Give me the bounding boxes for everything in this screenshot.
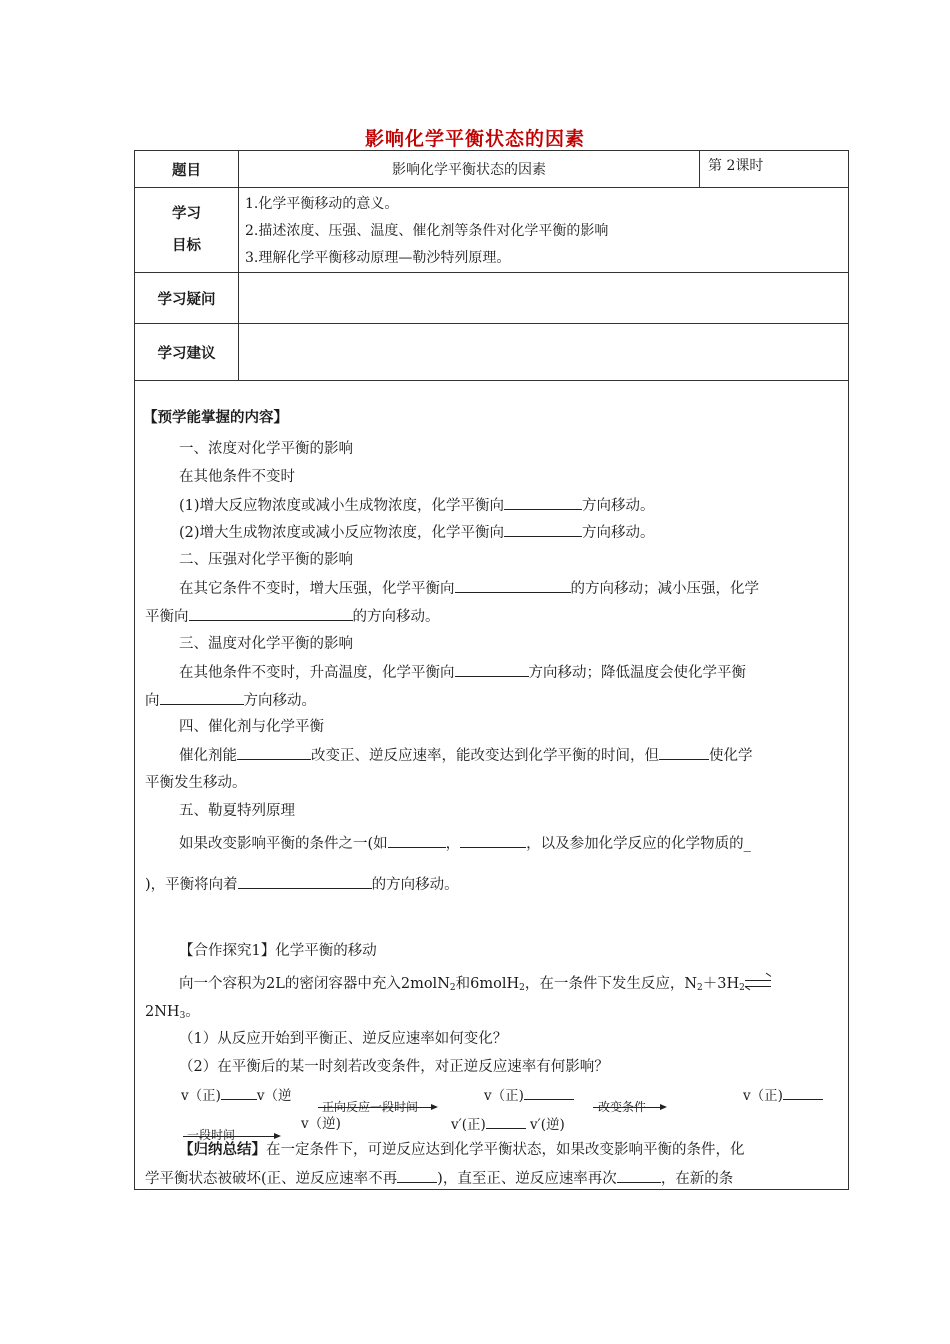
- text: 的方向移动。: [371, 877, 459, 893]
- v-forward-2-label: v′(正): [451, 1117, 486, 1133]
- section-1-title: 一、浓度对化学平衡的影响: [179, 441, 353, 457]
- section-1-line-2: [179, 522, 655, 543]
- section-1-condition: 在其他条件不变时: [179, 469, 295, 485]
- arrow-label-3: 一段时间: [187, 1128, 236, 1142]
- subscript: 2: [739, 983, 745, 993]
- section-5-line-2: [145, 874, 459, 895]
- section-3-title: 三、温度对化学平衡的影响: [179, 636, 353, 652]
- fill-blank[interactable]: [189, 606, 353, 621]
- text: 2NH: [145, 1004, 180, 1020]
- v-forward-label: v（正): [743, 1088, 783, 1104]
- coop-heading: 【合作探究1】化学平衡的移动: [179, 943, 377, 959]
- questions-field[interactable]: [239, 273, 849, 324]
- fill-blank[interactable]: [160, 690, 244, 705]
- goal-item: 1.化学平衡移动的意义。: [245, 196, 399, 212]
- subscript: 2: [449, 983, 456, 993]
- fill-blank[interactable]: [659, 745, 709, 760]
- text: 平衡向: [145, 609, 189, 625]
- goals-label: [135, 188, 239, 273]
- text: 向一个容积为2L的密闭容器中充入2molN: [179, 976, 450, 992]
- text: 的方向移动；减小压强，化学: [570, 581, 759, 597]
- text: ，在新的条: [660, 1171, 734, 1187]
- fill-blank[interactable]: [486, 1114, 526, 1129]
- arrow-label-2: 改变条件: [598, 1100, 647, 1114]
- text: )，直至正、逆反应速率再次: [437, 1171, 617, 1187]
- text: 方向移动。: [243, 693, 316, 709]
- v-reverse-2-label: v′(逆): [530, 1117, 565, 1133]
- text: 在其他条件不变时，升高温度，化学平衡向: [179, 665, 455, 681]
- section-2-line-2: [145, 606, 440, 627]
- fill-blank[interactable]: [504, 495, 582, 510]
- subscript: 3: [179, 1011, 186, 1021]
- fill-blank[interactable]: [460, 833, 526, 848]
- rate-diagram-right: [743, 1085, 823, 1106]
- section-4-line-1: [179, 745, 753, 766]
- subscript: 2: [697, 983, 703, 993]
- fill-blank[interactable]: [617, 1168, 661, 1183]
- lesson-number: 第 2课时: [700, 151, 849, 188]
- topic-value: 影响化学平衡状态的因素: [239, 151, 700, 188]
- section-4-title: 四、催化剂与化学平衡: [179, 719, 324, 735]
- fill-blank[interactable]: [397, 1168, 437, 1183]
- fill-blank[interactable]: [388, 833, 446, 848]
- coop-line-1: [179, 974, 771, 998]
- text: 使化学: [709, 748, 753, 764]
- fill-blank[interactable]: [504, 522, 582, 537]
- arrow-2-icon: [593, 1107, 665, 1108]
- rate-diagram-row-2: [451, 1114, 565, 1135]
- fill-blank[interactable]: [783, 1085, 823, 1100]
- coop-line-2: $2NH_3$。: [145, 1004, 200, 1021]
- rate-diagram-mid: [484, 1085, 574, 1106]
- equilibrium-arrow-icon: [745, 977, 771, 991]
- question-1: （1）从反应开始到平衡正、逆反应速率如何变化？: [179, 1031, 508, 1047]
- goal-item: 3.理解化学平衡移动原理—勒沙特列原理。: [245, 250, 511, 266]
- suggestions-field[interactable]: [239, 324, 849, 381]
- question-2: （2）在平衡后的某一时刻若改变条件，对正逆反应速率有何影响？: [179, 1059, 609, 1075]
- section-2-line-1: [179, 578, 759, 599]
- fill-blank[interactable]: [221, 1085, 257, 1100]
- text: 向: [145, 693, 160, 709]
- section-3-line-2: [145, 690, 316, 711]
- pre-learning-heading: 【预学能掌握的内容】: [143, 410, 288, 426]
- section-4-line-2: 平衡发生移动。: [145, 775, 247, 791]
- fill-blank[interactable]: [238, 874, 372, 889]
- fill-blank[interactable]: [524, 1085, 574, 1100]
- goals-list: [239, 188, 849, 273]
- text: ，: [445, 836, 461, 852]
- questions-label: 学习疑问: [135, 273, 239, 324]
- text: 方向移动；降低温度会使化学平衡: [528, 665, 746, 681]
- text: 方向移动。: [582, 525, 655, 541]
- goals-label-line2: 目标: [172, 238, 201, 254]
- v-reverse-1: v（逆): [301, 1116, 341, 1132]
- text: )，平衡将向着: [145, 877, 238, 893]
- section-5-title: 五、勒夏特列原理: [179, 803, 295, 819]
- text: 和6molH: [455, 976, 520, 992]
- section-1-line-1: [179, 495, 655, 516]
- text: 如果改变影响平衡的条件之一(如: [179, 836, 388, 852]
- goal-item: 2.描述浓度、压强、温度、催化剂等条件对化学平衡的影响: [245, 223, 609, 239]
- text: 催化剂能: [179, 748, 237, 764]
- text: 学平衡状态被破坏(正、逆反应速率不再: [145, 1171, 398, 1187]
- text: ，以及参加化学反应的化学物质的_: [526, 836, 751, 852]
- lesson-info-table: [134, 150, 849, 381]
- summary-line-2: [145, 1168, 733, 1189]
- fill-blank[interactable]: [455, 662, 529, 677]
- subscript: 2: [519, 983, 525, 993]
- text: 改变正、逆反应速率，能改变达到化学平衡的时间，但: [311, 748, 659, 764]
- suggestions-label: 学习建议: [135, 324, 239, 381]
- topic-label: 题目: [135, 151, 239, 188]
- text: ＋3H: [702, 976, 740, 992]
- rate-diagram-row: [181, 1085, 292, 1106]
- v-forward-label: v（正): [484, 1088, 524, 1104]
- goals-label-line1: 学习: [172, 206, 201, 222]
- document-title: 影响化学平衡状态的因素: [364, 128, 585, 150]
- text: 在其它条件不变时，增大压强，化学平衡向: [179, 581, 455, 597]
- fill-blank[interactable]: [455, 578, 571, 593]
- arrow-label-1: 正向反应一段时间: [322, 1100, 419, 1114]
- section-5-line-1: [179, 833, 751, 854]
- text: 的方向移动。: [352, 609, 440, 625]
- v-forward-label: v（正): [181, 1088, 221, 1104]
- fill-blank[interactable]: [237, 745, 311, 760]
- section-2-title: 二、压强对化学平衡的影响: [179, 552, 353, 568]
- arrow-1-icon: [318, 1107, 436, 1108]
- text: 方向移动。: [582, 498, 655, 514]
- text: (2)增大生成物浓度或减小反应物浓度，化学平衡向: [179, 525, 505, 541]
- text: 在一定条件下，可逆反应达到化学平衡状态，如果改变影响平衡的条件，化: [266, 1142, 745, 1158]
- summary-heading: 【归纳总结】: [179, 1142, 266, 1158]
- v-reverse-label: v（逆: [256, 1088, 292, 1104]
- content-area: [134, 379, 849, 1190]
- text: (1)增大反应物浓度或减小生成物浓度，化学平衡向: [179, 498, 505, 514]
- summary-line-1: [179, 1140, 745, 1160]
- section-3-line-1: [179, 662, 746, 683]
- arrow-3-icon: [183, 1136, 279, 1137]
- text: ，在一条件下发生反应，N: [524, 976, 698, 992]
